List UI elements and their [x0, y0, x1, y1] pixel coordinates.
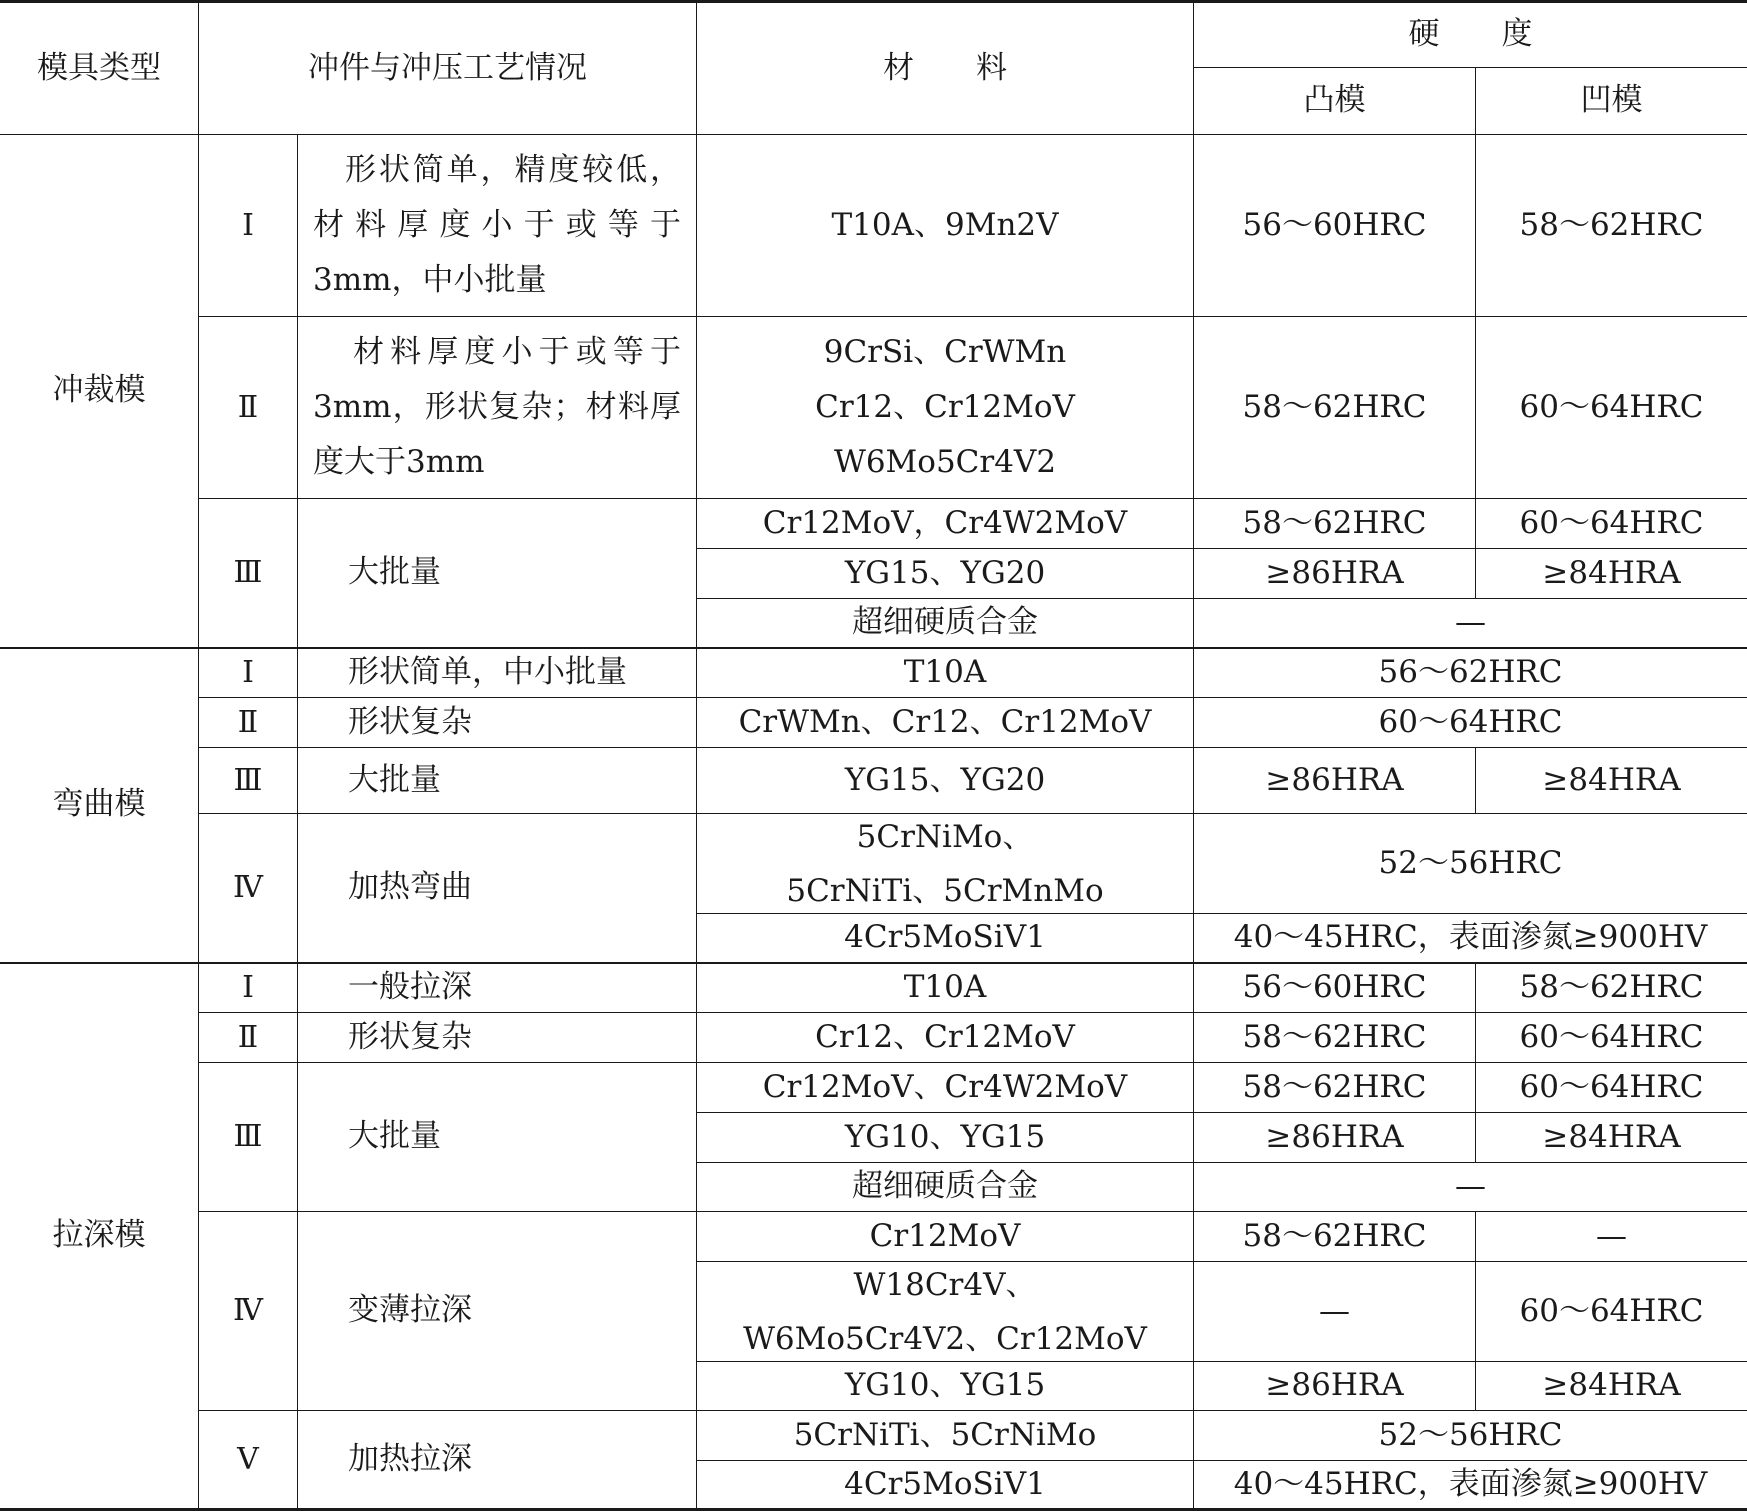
die-hardness: ≥84HRA [1542, 554, 1681, 591]
condition-text: 加热弯曲 [348, 869, 472, 906]
material-text: YG10、YG15 [844, 1367, 1046, 1404]
die-hardness: 60～64HRC [1519, 1292, 1704, 1329]
material-text: T10A、9Mn2V [831, 206, 1059, 243]
condition-text: 材料厚度小于或等于3mm，形状复杂；材料厚度大于3mm [313, 334, 681, 480]
hardness-combined: 40～45HRC，表面渗氮≥900HV [1233, 1465, 1708, 1502]
hardness-combined: 52～56HRC [1378, 1416, 1563, 1453]
condition-text: 形状简单，精度较低，材料厚度小于或等于3mm，中小批量 [313, 152, 681, 298]
material-text: 4Cr5MoSiV1 [844, 1465, 1046, 1502]
material-text: T10A [903, 968, 987, 1005]
group-name: 拉深模 [52, 1216, 146, 1253]
group-name: 弯曲模 [52, 786, 146, 823]
material-text: 4Cr5MoSiV1 [844, 919, 1046, 956]
punch-hardness: 58～62HRC [1242, 504, 1427, 541]
die-hardness: 58～62HRC [1519, 968, 1704, 1005]
die-hardness: — [1596, 1217, 1627, 1254]
material-text: 超细硬质合金 [852, 604, 1038, 641]
condition-text: 大批量 [348, 761, 441, 798]
hardness-combined: 60～64HRC [1378, 703, 1563, 740]
die-hardness: 60～64HRC [1519, 1018, 1704, 1055]
die-hardness: ≥84HRA [1542, 761, 1681, 798]
material-text: Cr12、Cr12MoV [815, 1018, 1075, 1055]
hardness-combined: 56～62HRC [1378, 653, 1563, 690]
die-hardness: ≥84HRA [1542, 1118, 1681, 1155]
condition-text: 形状复杂 [348, 703, 472, 740]
condition-text: 加热拉深 [348, 1440, 472, 1477]
die-hardness: 60～64HRC [1519, 1068, 1704, 1105]
die-hardness: ≥84HRA [1542, 1367, 1681, 1404]
punch-hardness: 58～62HRC [1242, 1068, 1427, 1105]
grade-label: Ⅱ [237, 389, 259, 425]
grade-label: Ⅰ [242, 654, 254, 690]
die-hardness: 60～64HRC [1519, 504, 1704, 541]
hardness-combined: — [1455, 1168, 1486, 1205]
die-hardness: 60～64HRC [1519, 388, 1704, 425]
material-text: 5CrNiMo、 5CrNiTi、5CrMnMo [786, 818, 1104, 909]
material-text: Cr12MoV，Cr4W2MoV [762, 504, 1128, 541]
punch-hardness: 58～62HRC [1242, 1217, 1427, 1254]
punch-hardness: ≥86HRA [1265, 761, 1404, 798]
header-die-type: 模具类型 [37, 49, 161, 86]
condition-text: 变薄拉深 [348, 1292, 472, 1329]
punch-hardness: ≥86HRA [1265, 554, 1404, 591]
condition-text: 一般拉深 [348, 968, 472, 1005]
punch-hardness: 56～60HRC [1242, 968, 1427, 1005]
grade-label: Ⅲ [233, 762, 263, 798]
grade-label: Ⅲ [233, 1119, 263, 1154]
grade-label: Ⅳ [233, 1293, 263, 1328]
hardness-combined: 40～45HRC，表面渗氮≥900HV [1233, 919, 1708, 956]
material-text: T10A [903, 653, 987, 690]
header-hardness: 硬 度 [1408, 16, 1533, 53]
punch-hardness: ≥86HRA [1265, 1118, 1404, 1155]
grade-label: Ⅳ [233, 870, 263, 905]
material-text: CrWMn、Cr12、Cr12MoV [738, 703, 1152, 740]
material-text: 9CrSi、CrWMn Cr12、Cr12MoV W6Mo5Cr4V2 [815, 334, 1075, 480]
condition-text: 形状复杂 [348, 1018, 472, 1055]
material-text: Cr12MoV、Cr4W2MoV [762, 1068, 1128, 1105]
material-text: YG15、YG20 [844, 554, 1046, 591]
die-hardness: 58～62HRC [1519, 206, 1704, 243]
header-die: 凹模 [1580, 82, 1643, 119]
material-text: Cr12MoV [869, 1217, 1021, 1254]
material-text: 超细硬质合金 [852, 1168, 1038, 1205]
punch-hardness: 58～62HRC [1242, 388, 1427, 425]
condition-text: 大批量 [348, 1118, 441, 1155]
grade-label: Ⅰ [242, 969, 254, 1005]
punch-hardness: — [1319, 1292, 1350, 1329]
hardness-combined: — [1455, 604, 1486, 641]
punch-hardness: ≥86HRA [1265, 1367, 1404, 1404]
header-process: 冲件与冲压工艺情况 [308, 49, 587, 86]
grade-label: Ⅴ [237, 1441, 259, 1477]
group-name: 冲裁模 [52, 372, 146, 409]
grade-label: Ⅱ [237, 704, 259, 740]
grade-label: Ⅲ [233, 555, 263, 590]
condition-text: 大批量 [348, 554, 441, 591]
header-material: 材 料 [883, 49, 1007, 86]
grade-label: Ⅰ [242, 207, 254, 243]
header-punch: 凸模 [1303, 82, 1366, 119]
condition-text: 形状简单，中小批量 [348, 653, 627, 690]
punch-hardness: 56～60HRC [1242, 206, 1427, 243]
punch-hardness: 58～62HRC [1242, 1018, 1427, 1055]
material-text: YG10、YG15 [844, 1118, 1046, 1155]
hardness-combined: 52～56HRC [1378, 844, 1563, 881]
material-text: YG15、YG20 [844, 761, 1046, 798]
material-text: W18Cr4V、 W6Mo5Cr4V2、Cr12MoV [743, 1266, 1147, 1357]
grade-label: Ⅱ [237, 1019, 259, 1055]
row-rule [0, 1508, 1747, 1511]
material-text: 5CrNiTi、5CrNiMo [793, 1416, 1097, 1453]
